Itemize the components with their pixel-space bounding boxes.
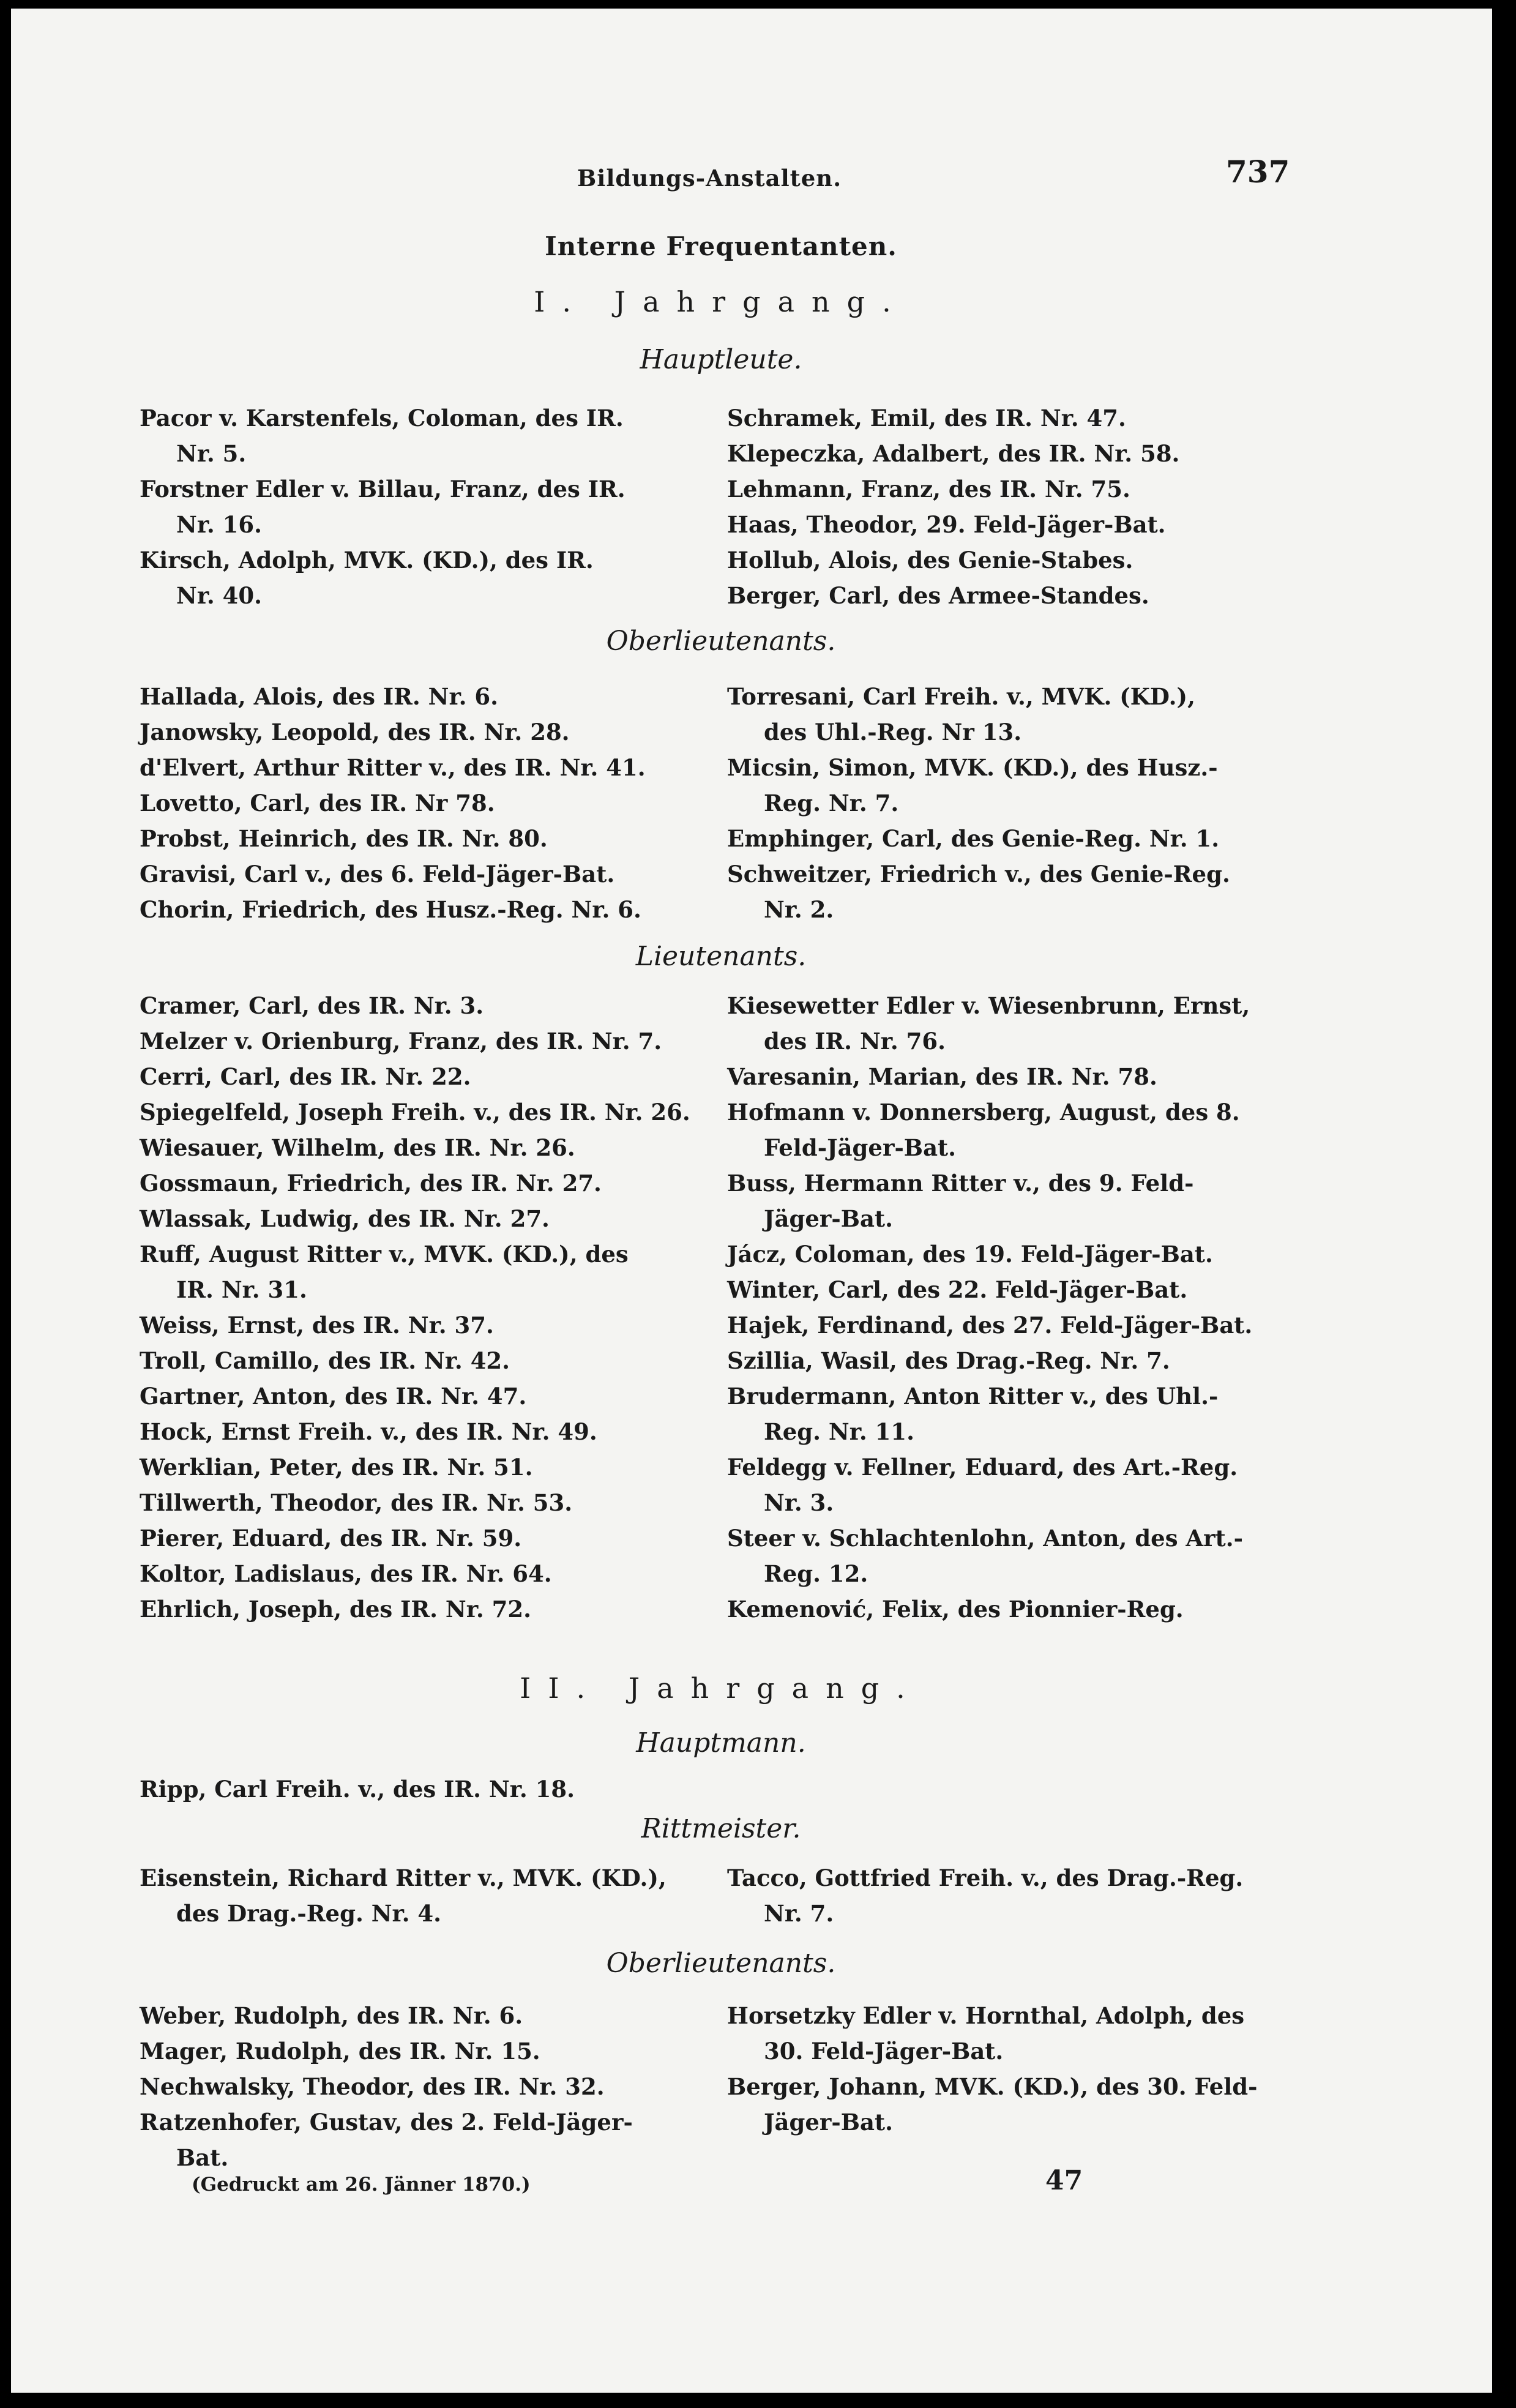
entry-continuation: 30. Feld-Jäger-Bat. [764,2038,1004,2065]
print-note: (Gedruckt am 26. Jänner 1870.) [192,2174,531,2196]
roster-entry [140,1449,690,1485]
roster-entry [140,856,690,892]
roster-entry [140,2069,690,2104]
entry-line: Weiss, Ernst, des IR. Nr. 37. [140,1312,494,1339]
roster-entry [140,750,690,785]
entry-continuation: Nr. 5. [176,440,247,467]
roster-entry [140,471,690,542]
entry-line: Kirsch, Adolph, MVK. (KD.), des IR. [140,547,594,574]
jahrgang-2-heading: II. Jahrgang. [520,1672,922,1705]
entry-line: Melzer v. Orienburg, Franz, des IR. Nr. 7. [140,1028,662,1055]
roster-entry [727,1059,1278,1094]
entry-line: Jácz, Coloman, des 19. Feld-Jäger-Bat. [727,1241,1213,1268]
roster-entry [140,1520,690,1556]
roster-entry [140,2033,690,2069]
roster-entry [140,1130,690,1165]
entry-line: Hajek, Ferdinand, des 27. Feld-Jäger-Bat. [727,1312,1253,1339]
entry-continuation: Reg. Nr. 7. [764,790,899,817]
entry-continuation: Nr. 3. [764,1489,834,1516]
entry-line: Kemenović, Felix, des Pionnier-Reg. [727,1596,1184,1623]
hauptleute-left [140,400,690,613]
lieutenants-right [727,988,1278,1627]
entry-line: Weber, Rudolph, des IR. Nr. 6. [140,2002,523,2029]
entry-line: Gravisi, Carl v., des 6. Feld-Jäger-Bat. [140,861,615,888]
hauptleute-right [727,400,1278,613]
entry-line: Lovetto, Carl, des IR. Nr 78. [140,790,495,817]
entry-line: Janowsky, Leopold, des IR. Nr. 28. [140,719,570,746]
roster-entry [140,1094,690,1130]
rank-hauptmann: Hauptmann. [636,1727,806,1759]
entry-continuation: Reg. Nr. 11. [764,1418,914,1445]
roster-entry [727,1094,1278,1165]
page-number: 737 [1226,154,1290,190]
roster-entry [727,1272,1278,1307]
roster-entry [727,821,1278,856]
page-content [140,9,1302,2393]
roster-entry [140,1378,690,1414]
entry-line: Forstner Edler v. Billau, Franz, des IR. [140,476,625,503]
entry-continuation: Feld-Jäger-Bat. [764,1134,957,1161]
roster-entry [140,1165,690,1201]
entry-line: Tillwerth, Theodor, des IR. Nr. 53. [140,1489,573,1516]
entry-line: Winter, Carl, des 22. Feld-Jäger-Bat. [727,1276,1188,1303]
roster-entry [727,1236,1278,1272]
roster-entry [140,1998,690,2033]
entry-line: Hollub, Alois, des Genie-Stabes. [727,547,1133,574]
roster-entry [140,1591,690,1627]
roster-entry [727,1165,1278,1236]
roster-entry [140,1485,690,1520]
entry-line: Schweitzer, Friedrich v., des Genie-Reg. [727,861,1230,888]
jahrgang-1-heading: I. Jahrgang. [534,285,908,318]
entry-line: Szillia, Wasil, des Drag.-Reg. Nr. 7. [727,1347,1170,1374]
entry-line: Schramek, Emil, des IR. Nr. 47. [727,405,1126,432]
roster-entry [727,1520,1278,1591]
entry-continuation: Bat. [176,2144,229,2171]
roster-entry [727,1343,1278,1378]
entry-line: Varesanin, Marian, des IR. Nr. 78. [727,1063,1157,1090]
entry-line: Ehrlich, Joseph, des IR. Nr. 72. [140,1596,531,1623]
roster-entry [727,436,1278,471]
roster-entry [727,750,1278,821]
entry-line: Pacor v. Karstenfels, Coloman, des IR. [140,405,624,432]
entry-line: Micsin, Simon, MVK. (KD.), des Husz.- [727,754,1218,781]
roster-entry [140,714,690,750]
running-head: Bildungs-Anstalten. [577,165,842,192]
rank-oberlieutenants-1: Oberlieutenants. [606,626,836,657]
lieutenants-left [140,988,690,1627]
oberlieutenants-2-left [140,1998,690,2175]
entry-line: Gossmaun, Friedrich, des IR. Nr. 27. [140,1170,602,1197]
entry-line: Horsetzky Edler v. Hornthal, Adolph, des [727,2002,1245,2029]
entry-continuation: Nr. 16. [176,511,263,538]
roster-entry [140,2104,690,2175]
roster-entry [727,400,1278,436]
rank-hauptleute: Hauptleute. [640,344,802,375]
roster-entry [727,507,1278,542]
entry-line: Pierer, Eduard, des IR. Nr. 59. [140,1525,522,1552]
entry-continuation: des Uhl.-Reg. Nr 13. [764,719,1022,746]
book-page [11,9,1492,2393]
roster-entry [140,1307,690,1343]
roster-entry [140,679,690,714]
roster-entry [727,1591,1278,1627]
roster-entry [727,471,1278,507]
entry-line: Feldegg v. Fellner, Eduard, des Art.-Reg. [727,1454,1238,1481]
entry-line: Ratzenhofer, Gustav, des 2. Feld-Jäger- [140,2109,633,2136]
entry-line: Berger, Johann, MVK. (KD.), des 30. Feld- [727,2073,1258,2100]
roster-entry [140,1059,690,1094]
roster-entry [727,1449,1278,1520]
roster-entry [140,1236,690,1307]
entry-line: Klepeczka, Adalbert, des IR. Nr. 58. [727,440,1180,467]
roster-entry [140,892,690,927]
rank-lieutenants: Lieutenants. [635,941,807,972]
entry-line: Probst, Heinrich, des IR. Nr. 80. [140,825,548,852]
entry-line: Cramer, Carl, des IR. Nr. 3. [140,992,484,1019]
roster-entry [140,785,690,821]
entry-line: Hofmann v. Donnersberg, August, des 8. [727,1099,1240,1126]
entry-continuation: Reg. 12. [764,1560,868,1587]
roster-entry [727,542,1278,578]
rittmeister-right [727,1860,1278,1931]
entry-continuation: des IR. Nr. 76. [764,1028,946,1055]
entry-continuation: IR. Nr. 31. [176,1276,307,1303]
entry-continuation: Nr. 7. [764,1900,834,1927]
roster-entry [727,2069,1278,2140]
entry-line: Buss, Hermann Ritter v., des 9. Feld- [727,1170,1194,1197]
oberlieutenants-2-right [727,1998,1278,2140]
roster-entry [727,988,1278,1059]
roster-entry [727,1860,1278,1931]
entry-line: Hock, Ernst Freih. v., des IR. Nr. 49. [140,1418,597,1445]
roster-entry [140,988,690,1023]
entry-line: Ruff, August Ritter v., MVK. (KD.), des [140,1241,629,1268]
entry-line: Torresani, Carl Freih. v., MVK. (KD.), [727,683,1195,710]
roster-entry [727,578,1278,613]
section-title: Interne Frequentanten. [545,231,897,261]
entry-continuation: Nr. 2. [764,896,834,923]
entry-line: Nechwalsky, Theodor, des IR. Nr. 32. [140,2073,605,2100]
entry-continuation: Nr. 40. [176,582,263,609]
entry-line: Eisenstein, Richard Ritter v., MVK. (KD.), [140,1864,667,1891]
entry-line: Emphinger, Carl, des Genie-Reg. Nr. 1. [727,825,1220,852]
roster-entry [727,1998,1278,2069]
roster-entry [140,1023,690,1059]
entry-line: Gartner, Anton, des IR. Nr. 47. [140,1383,527,1410]
entry-line: Lehmann, Franz, des IR. Nr. 75. [727,476,1130,503]
entry-line: Cerri, Carl, des IR. Nr. 22. [140,1063,471,1090]
rank-oberlieutenants-2: Oberlieutenants. [606,1948,836,1979]
entry-line: Chorin, Friedrich, des Husz.-Reg. Nr. 6. [140,896,641,923]
roster-entry [140,1556,690,1591]
roster-entry [140,1860,690,1931]
roster-entry [140,821,690,856]
roster-entry [140,1414,690,1449]
entry-line: Wiesauer, Wilhelm, des IR. Nr. 26. [140,1134,575,1161]
roster-entry [140,1343,690,1378]
oberlieutenants-1-right [727,679,1278,927]
entry-line: Spiegelfeld, Joseph Freih. v., des IR. Nr. 26. [140,1099,690,1126]
entry-line: Hallada, Alois, des IR. Nr. 6. [140,683,498,710]
entry-line: Tacco, Gottfried Freih. v., des Drag.-Reg. [727,1864,1244,1891]
rittmeister-left [140,1860,690,1931]
roster-entry [727,1378,1278,1449]
entry-line: Koltor, Ladislaus, des IR. Nr. 64. [140,1560,552,1587]
roster-entry [727,1307,1278,1343]
entry-line: Mager, Rudolph, des IR. Nr. 15. [140,2038,540,2065]
roster-entry [727,679,1278,750]
entry-continuation: Jäger-Bat. [764,1205,893,1232]
oberlieutenants-1-left [140,679,690,927]
rank-rittmeister: Rittmeister. [641,1813,801,1844]
entry-line: Brudermann, Anton Ritter v., des Uhl.- [727,1383,1219,1410]
entry-line: d'Elvert, Arthur Ritter v., des IR. Nr. 41. [140,754,646,781]
roster-entry [140,542,690,613]
entry-line: Troll, Camillo, des IR. Nr. 42. [140,1347,510,1374]
roster-entry [140,1201,690,1236]
roster-entry [140,400,690,471]
sheet-signature: 47 [1045,2165,1083,2196]
roster-entry [727,856,1278,927]
entry-line: Kiesewetter Edler v. Wiesenbrunn, Ernst, [727,992,1250,1019]
entry-line: Wlassak, Ludwig, des IR. Nr. 27. [140,1205,550,1232]
entry-continuation: des Drag.-Reg. Nr. 4. [176,1900,442,1927]
entry-line: Haas, Theodor, 29. Feld-Jäger-Bat. [727,511,1166,538]
entry-line: Berger, Carl, des Armee-Standes. [727,582,1149,609]
entry-continuation: Jäger-Bat. [764,2109,893,2136]
hauptmann-entry: Ripp, Carl Freih. v., des IR. Nr. 18. [140,1776,575,1803]
entry-line: Werklian, Peter, des IR. Nr. 51. [140,1454,533,1481]
entry-line: Steer v. Schlachtenlohn, Anton, des Art.- [727,1525,1243,1552]
